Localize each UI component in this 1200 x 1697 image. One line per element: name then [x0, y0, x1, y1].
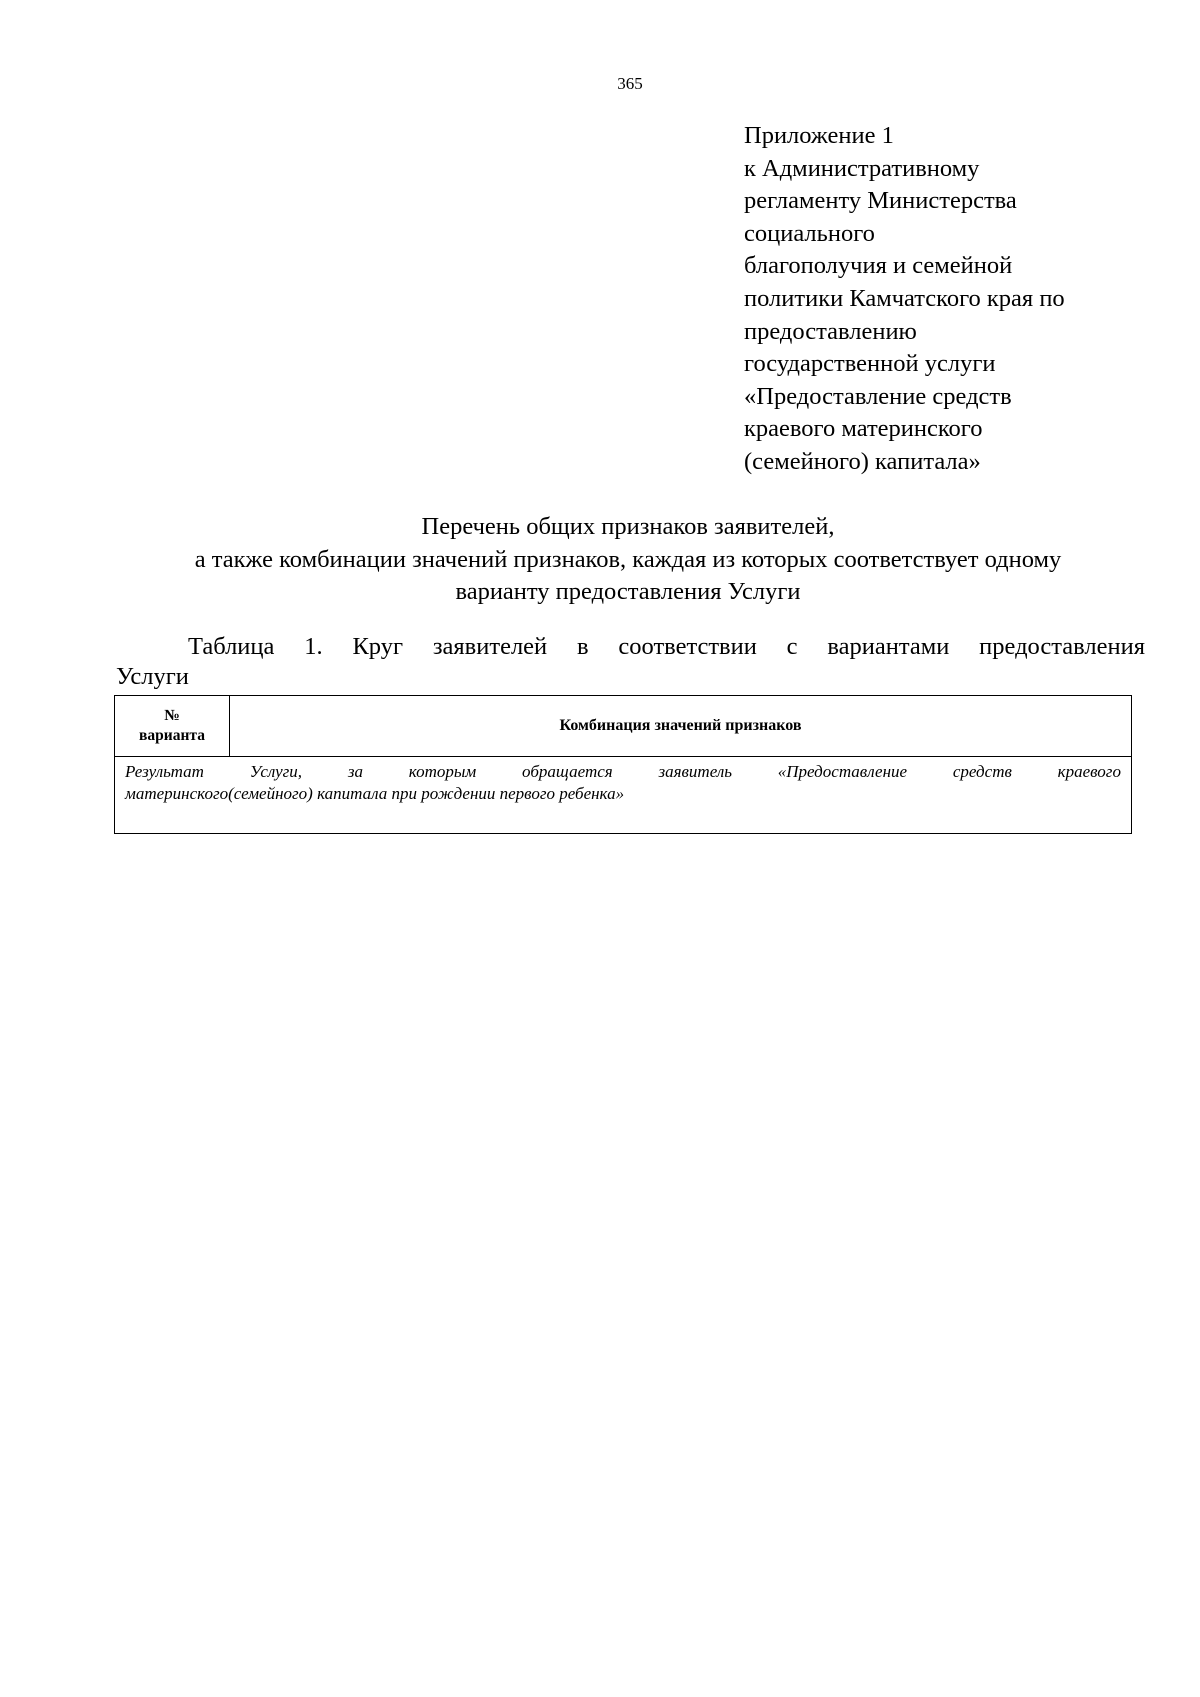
result-line-1 — [125, 761, 1121, 783]
header-variant-number — [115, 696, 230, 757]
result-line-2: материнского(семейного) капитала при рождении первого ребенка» — [125, 784, 625, 803]
result-word: заявитель — [658, 762, 732, 781]
appendix-line: к Административному — [744, 154, 980, 182]
caption-line-2: Услуги — [116, 663, 189, 690]
header-num-sign: № — [164, 707, 180, 724]
caption-word: Круг — [352, 633, 404, 660]
appendix-line: Приложение 1 — [744, 122, 894, 149]
caption-word: 1. — [304, 633, 323, 660]
heading-line: Перечень общих признаков заявителей, — [421, 513, 835, 540]
table-caption — [116, 632, 1145, 692]
table-row — [115, 757, 1132, 834]
appendix-line: политики Камчатского края по — [744, 284, 1065, 312]
appendix-line: регламенту Министерства — [744, 187, 1017, 215]
appendix-line: краевого материнского — [744, 415, 983, 443]
caption-word: соответствии — [618, 633, 757, 660]
result-word: которым — [408, 762, 477, 781]
result-word: Результат — [125, 762, 204, 781]
appendix-line: предоставлению — [744, 317, 917, 345]
appendix-line: государственной услуги — [744, 350, 996, 378]
page-number: 365 — [617, 74, 643, 93]
table-header-row — [115, 696, 1132, 757]
appendix-line: (семейного) капитала» — [744, 447, 981, 475]
caption-word: предоставления — [979, 633, 1145, 660]
caption-word: в — [576, 633, 589, 660]
caption-word: с — [786, 633, 798, 660]
applicants-table — [114, 695, 1132, 834]
result-word: средств — [952, 762, 1012, 781]
caption-word: заявителей — [432, 633, 548, 660]
heading-line: варианту предоставления Услуги — [455, 578, 801, 605]
appendix-line: благополучия и семейной — [744, 252, 1013, 280]
header-num-label: варианта — [139, 727, 205, 744]
result-word: краевого — [1057, 762, 1121, 781]
caption-word: Таблица — [188, 633, 275, 660]
result-word: Услуги, — [249, 762, 303, 781]
appendix-note — [744, 120, 1164, 479]
appendix-line: «Предоставление средств — [744, 382, 1012, 410]
result-cell — [115, 757, 1132, 834]
heading-line: а также комбинации значений признаков, каждая из которых соответствует одному — [194, 545, 1062, 573]
header-combination: Комбинация значений признаков — [230, 696, 1132, 757]
appendix-line: социального — [744, 219, 875, 247]
document-heading — [118, 511, 1138, 609]
caption-word: вариантами — [827, 633, 950, 660]
result-word: «Предоставление — [777, 762, 908, 781]
result-word: за — [347, 762, 363, 781]
caption-line-1 — [116, 632, 1145, 662]
result-word: обращается — [522, 762, 613, 781]
